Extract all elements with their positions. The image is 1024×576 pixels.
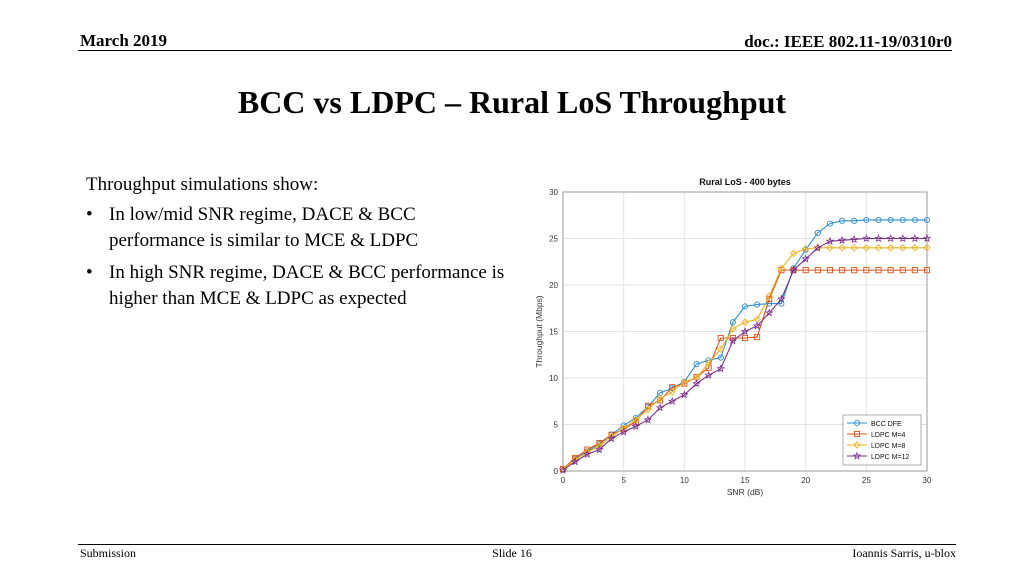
chart-title: Rural LoS - 400 bytes <box>699 177 791 187</box>
legend-entry: BCC DFE <box>871 420 902 428</box>
bullet-glyph: • <box>86 204 93 225</box>
footer-slide-number: Slide 16 <box>492 546 532 560</box>
footer-divider <box>78 544 956 545</box>
bullet-list <box>86 202 516 312</box>
y-tick-label: 30 <box>549 188 558 197</box>
y-tick-label: 25 <box>549 234 558 244</box>
bullet-glyph: • <box>86 262 93 283</box>
x-tick-label: 25 <box>861 476 871 485</box>
x-tick-label: 15 <box>740 476 750 485</box>
throughput-chart <box>530 172 950 502</box>
legend-entry: LDPC M=4 <box>871 431 906 439</box>
x-axis-label: SNR (dB) <box>726 487 764 497</box>
y-tick-label: 15 <box>549 327 558 337</box>
x-tick-label: 0 <box>560 476 566 485</box>
x-tick-label: 10 <box>679 476 689 485</box>
slide-title: BCC vs LDPC – Rural LoS Throughput <box>237 84 787 120</box>
body-intro: Throughput simulations show: <box>86 174 319 195</box>
bullet-item <box>86 260 516 312</box>
bullet-text: In high SNR regime, DACE & BCC performance is higher than MCE & LDPC as expected <box>109 262 505 309</box>
x-tick-label: 5 <box>621 476 626 485</box>
header-divider <box>78 50 952 51</box>
body-text <box>86 172 516 318</box>
header-doc-id: doc.: IEEE 802.11-19/0310r0 <box>744 32 952 51</box>
y-tick-label: 5 <box>553 420 558 430</box>
footer-submission: Submission <box>80 546 137 560</box>
bullet-text: In low/mid SNR regime, DACE & BCC performance is similar to MCE & LDPC <box>109 204 419 251</box>
x-tick-label: 30 <box>922 476 932 485</box>
legend-entry: LDPC M=8 <box>871 442 906 450</box>
y-axis-label: Throughput (Mbps) <box>534 295 544 368</box>
legend-entry: LDPC M=12 <box>871 453 910 461</box>
legend <box>843 415 921 465</box>
y-tick-label: 10 <box>549 374 558 383</box>
footer-author: Ioannis Sarris, u-blox <box>852 546 956 560</box>
bullet-item <box>86 202 516 254</box>
y-tick-label: 20 <box>549 281 558 290</box>
header-date: March 2019 <box>80 31 168 50</box>
x-tick-label: 20 <box>801 476 811 485</box>
y-tick-label: 0 <box>553 467 558 476</box>
